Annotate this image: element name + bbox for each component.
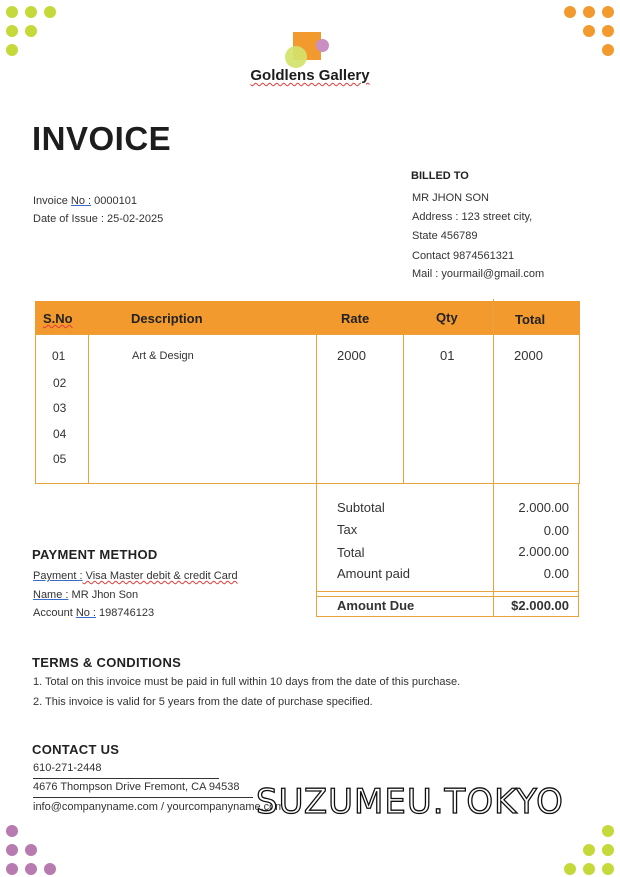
summary-line [316, 591, 579, 592]
header-qty: Qty [436, 310, 458, 325]
brand-name: Goldlens Gallery [250, 67, 370, 84]
logo-small-circle-shape [316, 39, 329, 52]
summary-bottom [316, 616, 579, 617]
billed-to-mail: Mail : yourmail@gmail.com [412, 268, 545, 280]
billed-to-heading: BILLED TO [411, 170, 469, 182]
row-5-sno: 05 [53, 452, 67, 466]
row-1-qty: 01 [440, 348, 455, 363]
column-divider [403, 334, 404, 483]
row-1-rate: 2000 [337, 348, 366, 363]
contact-divider [33, 797, 253, 798]
header-rate: Rate [341, 311, 370, 326]
table-body-border [35, 334, 580, 484]
amount-paid-value: 0.00 [543, 566, 569, 581]
row-3-sno: 03 [53, 401, 67, 415]
total-label: Total [337, 545, 365, 560]
billed-to-name: MR JHON SON [412, 192, 489, 204]
contact-address: 4676 Thompson Drive Fremont, CA 94538 [33, 781, 240, 793]
terms-line-1: 1. Total on this invoice must be paid in full within 10 days from the date of this purchase. [33, 676, 461, 688]
terms-heading: TERMS & CONDITIONS [32, 655, 182, 670]
payment-account: Account No : 198746123 [33, 607, 155, 619]
payment-type: Payment : Visa Master debit & credit Card [33, 570, 238, 582]
invoice-number: Invoice No : 0000101 [33, 195, 137, 207]
row-1-description: Art & Design [132, 350, 194, 362]
billed-to-address: Address : 123 street city, [412, 211, 533, 223]
tax-label: Tax [337, 522, 358, 537]
header-sno: S.No [43, 311, 73, 326]
header-description: Description [131, 311, 203, 326]
billed-to-state: State 456789 [412, 230, 478, 242]
header-total: Total [515, 312, 546, 327]
contact-divider [33, 778, 219, 779]
column-divider [88, 334, 89, 483]
row-1-total: 2000 [514, 348, 543, 363]
billed-to-contact: Contact 9874561321 [412, 250, 515, 262]
amount-due-label: Amount Due [337, 598, 415, 613]
payment-method-heading: PAYMENT METHOD [32, 547, 158, 562]
row-1-sno: 01 [52, 349, 66, 363]
subtotal-value: 2.000.00 [518, 500, 569, 515]
subtotal-label: Subtotal [337, 500, 385, 515]
invoice-title: INVOICE [32, 120, 172, 157]
contact-heading: CONTACT US [32, 742, 120, 757]
row-2-sno: 02 [53, 376, 67, 390]
terms-line-2: 2. This invoice is valid for 5 years from the date of purchase specified. [33, 696, 373, 708]
invoice-date: Date of Issue : 25-02-2025 [33, 213, 164, 225]
logo-circle-shape [285, 46, 307, 68]
row-4-sno: 04 [53, 427, 67, 441]
payment-name: Name : MR Jhon Son [33, 589, 139, 601]
amount-due-value: $2.000.00 [511, 598, 569, 613]
column-divider [493, 299, 494, 483]
amount-paid-label: Amount paid [337, 566, 410, 581]
total-value: 2.000.00 [518, 544, 569, 559]
table-header-row [35, 301, 580, 334]
contact-email: info@companyname.com / yourcompanyname.com [33, 801, 285, 813]
tax-value: 0.00 [543, 523, 569, 538]
column-divider [316, 334, 317, 483]
summary-line [316, 596, 579, 597]
contact-phone: 610-271-2448 [33, 762, 102, 774]
watermark-text: SUZUMEU.TOKYO [256, 782, 564, 822]
